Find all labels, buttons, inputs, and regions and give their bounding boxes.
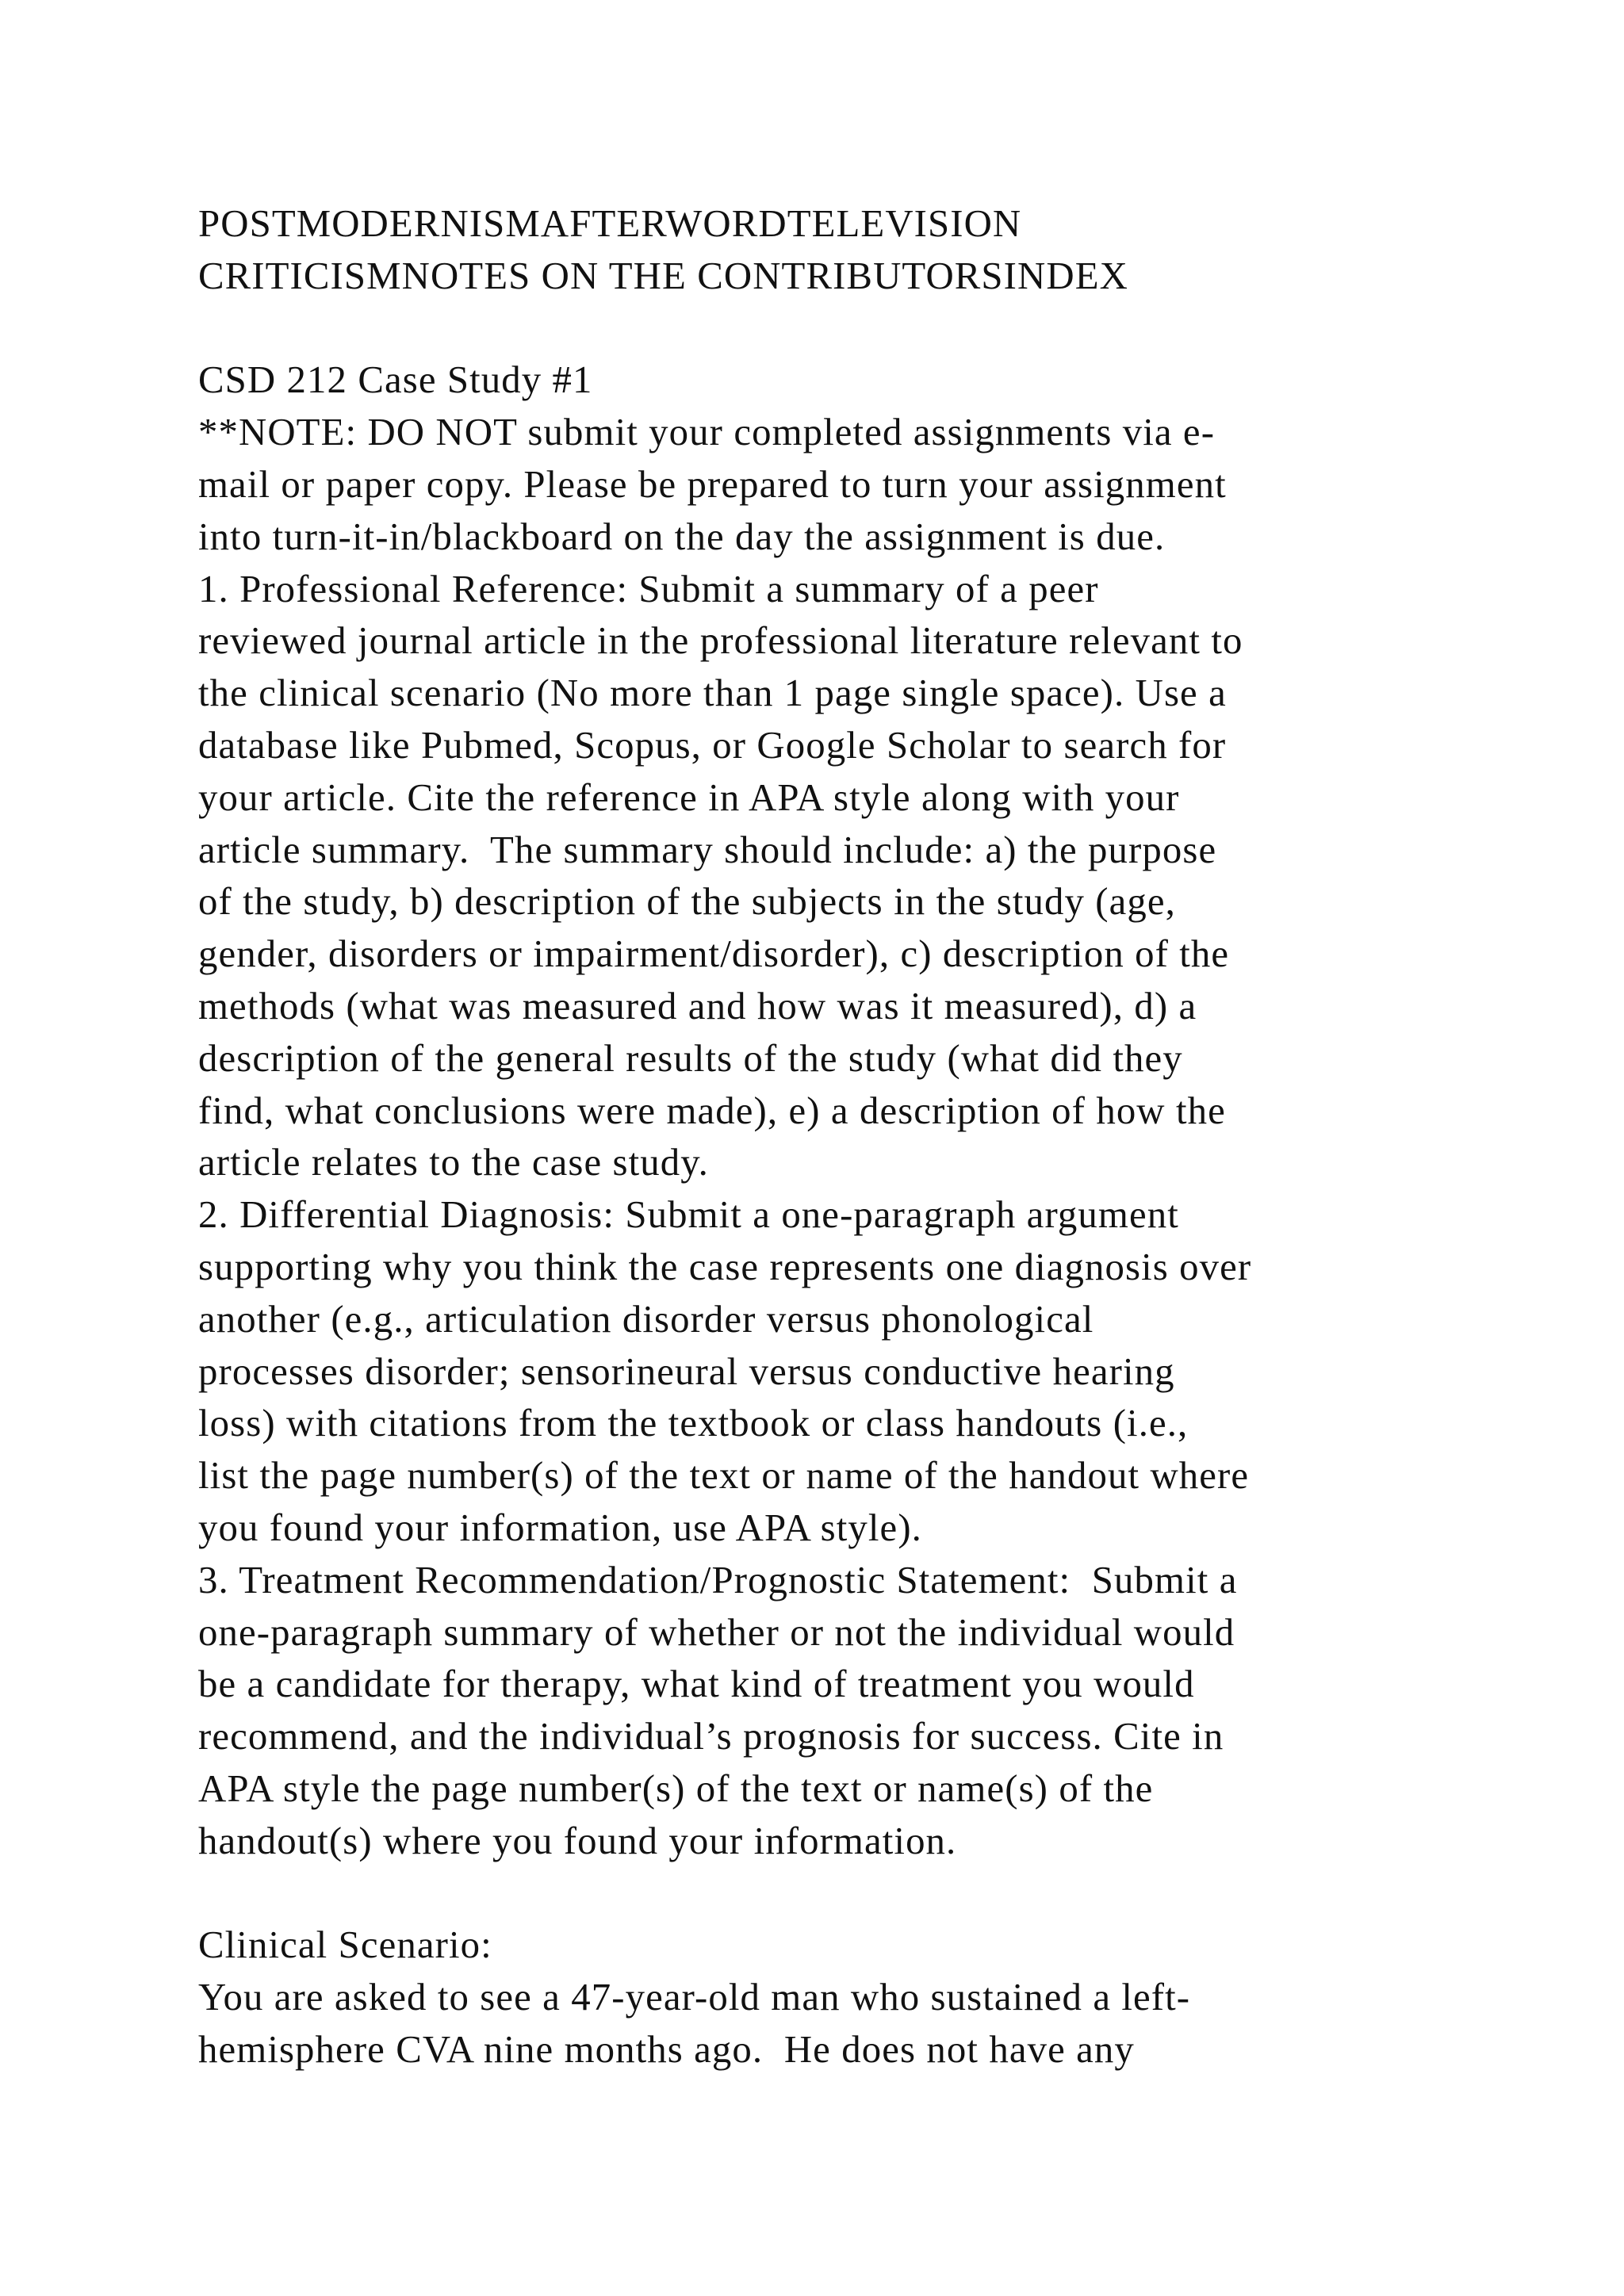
blank-line [198, 1868, 1467, 1920]
professional-reference-line: description of the general results of the study (what did they [198, 1036, 1183, 1080]
blank-line [198, 303, 1467, 355]
treatment-recommendation-line: be a candidate for therapy, what kind of treatment you would [198, 1663, 1195, 1706]
note-line: mail or paper copy. Please be prepared to turn your assignment [198, 462, 1227, 506]
note-line: into turn-it-in/blackboard on the day the assignment is due. [198, 515, 1166, 558]
heading-line: POSTMODERNISMAFTERWORDTELEVISION [198, 202, 1022, 245]
differential-diagnosis-line: 2. Differential Diagnosis: Submit a one-paragraph argument [198, 1193, 1179, 1237]
professional-reference-line: reviewed journal article in the professional literature relevant to [198, 619, 1243, 663]
treatment-recommendation-line: recommend, and the individual’s prognosis for success. Cite in [198, 1715, 1224, 1758]
professional-reference-line: database like Pubmed, Scopus, or Google Scholar to search for [198, 723, 1227, 767]
differential-diagnosis-line: list the page number(s) of the text or name of the handout where [198, 1454, 1250, 1498]
professional-reference-line: your article. Cite the reference in APA style along with your [198, 775, 1180, 819]
clinical-scenario-line: You are asked to see a 47-year-old man who sustained a left- [198, 1976, 1191, 2019]
professional-reference-line: 1. Professional Reference: Submit a summary of a peer [198, 567, 1099, 610]
document-body [198, 198, 1467, 2076]
differential-diagnosis-line: another (e.g., articulation disorder versus phonological [198, 1297, 1094, 1341]
case-study-title: CSD 212 Case Study #1 [198, 358, 593, 402]
treatment-recommendation-line: APA style the page number(s) of the text or name(s) of the [198, 1766, 1154, 1810]
note-line: **NOTE: DO NOT submit your completed assignments via e- [198, 411, 1216, 454]
heading-line: CRITICISMNOTES ON THE CONTRIBUTORSINDEX [198, 254, 1128, 297]
professional-reference-line: find, what conclusions were made), e) a description of how the [198, 1089, 1226, 1132]
treatment-recommendation-line: one-paragraph summary of whether or not the individual would [198, 1610, 1235, 1654]
differential-diagnosis-line: loss) with citations from the textbook or class handouts (i.e., [198, 1402, 1189, 1445]
differential-diagnosis-line: you found your information, use APA style). [198, 1506, 922, 1549]
differential-diagnosis-line: supporting why you think the case represents one diagnosis over [198, 1245, 1252, 1288]
treatment-recommendation-line: handout(s) where you found your information. [198, 1819, 957, 1862]
professional-reference-line: methods (what was measured and how was it measured), d) a [198, 984, 1197, 1027]
professional-reference-line: of the study, b) description of the subjects in the study (age, [198, 880, 1176, 924]
professional-reference-line: gender, disorders or impairment/disorder), c) description of the [198, 932, 1230, 976]
professional-reference-line: article summary. The summary should include: a) the purpose [198, 828, 1217, 871]
professional-reference-line: the clinical scenario (No more than 1 page single space). Use a [198, 672, 1227, 715]
professional-reference-line: article relates to the case study. [198, 1141, 709, 1184]
clinical-scenario-heading: Clinical Scenario: [198, 1923, 492, 1967]
treatment-recommendation-line: 3. Treatment Recommendation/Prognostic Statement: Submit a [198, 1558, 1238, 1601]
clinical-scenario-line: hemisphere CVA nine months ago. He does not have any [198, 2027, 1135, 2071]
differential-diagnosis-line: processes disorder; sensorineural versus conductive hearing [198, 1349, 1175, 1393]
